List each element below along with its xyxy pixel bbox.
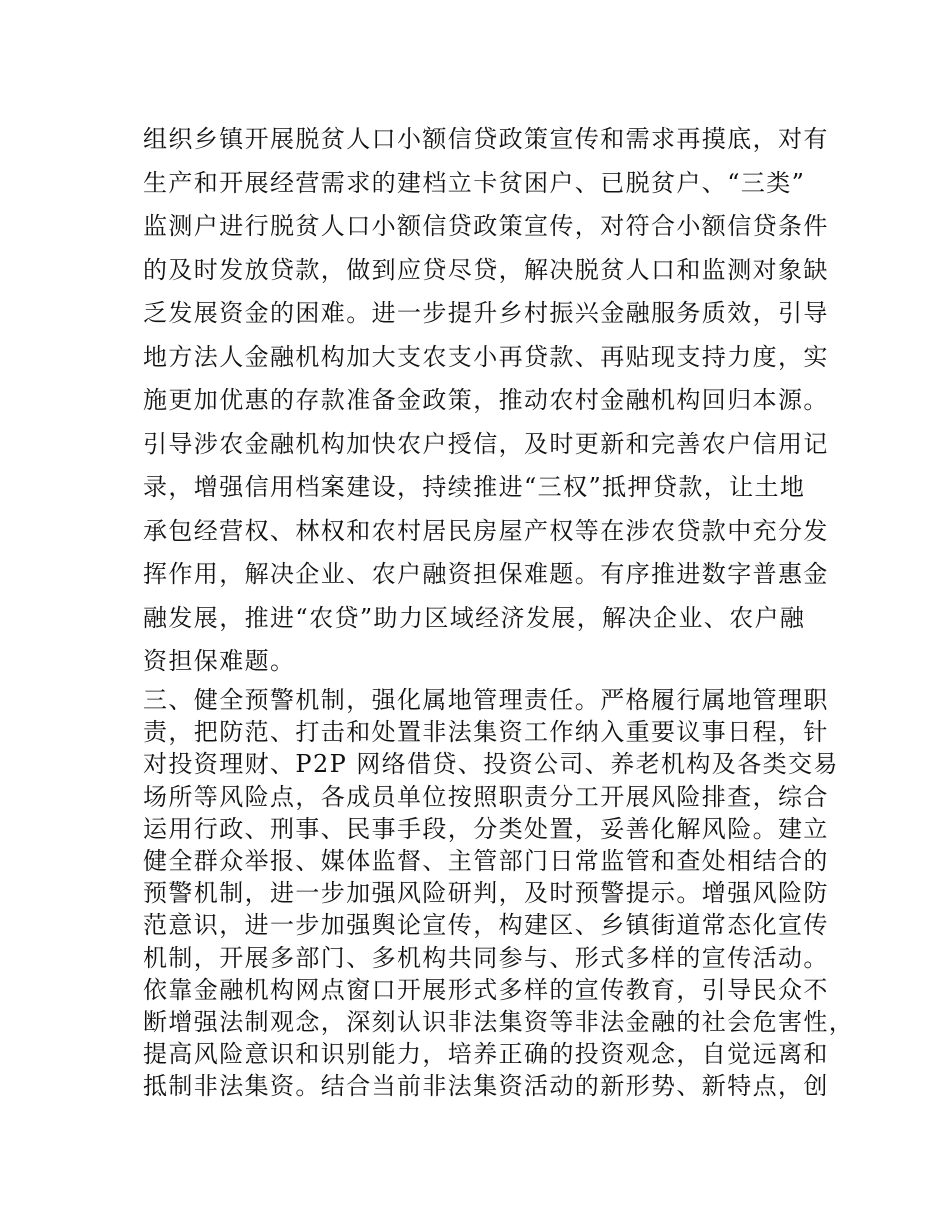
paragraph-rural-finance xyxy=(143,118,829,684)
text-line: 运用行政、刑事、民事手段，分类处置，妥善化解风险。建立 xyxy=(143,814,829,843)
text-line: 健全群众举报、媒体监督、主管部门日常监管和查处相结合的 xyxy=(143,847,829,876)
text-line: 录，增强信用档案建设，持续推进“三权”抵押贷款，让土地 xyxy=(143,473,806,501)
text-line: 提高风险意识和识别能力，培养正确的投资观念，自觉远离和 xyxy=(143,1040,829,1069)
text-line: 抵制非法集资。结合当前非法集资活动的新形势、新特点，创 xyxy=(143,1072,829,1101)
paragraph-early-warning xyxy=(143,684,855,1103)
text-line: 机制，开展多部门、多机构共同参与、形式多样的宣传活动。 xyxy=(143,943,829,972)
text-line: 责，把防范、打击和处置非法集资工作纳入重要议事日程，针 xyxy=(143,718,829,747)
text-line: 施更加优惠的存款准备金政策，推动农村金融机构回归本源。 xyxy=(143,386,829,414)
text-line: 组织乡镇开展脱贫人口小额信贷政策宣传和需求再摸底，对有 xyxy=(143,125,829,153)
text-line: 监测户进行脱贫人口小额信贷政策宣传，对符合小额信贷条件 xyxy=(143,212,829,240)
text-line: 断增强法制观念，深刻认识非法集资等非法金融的社会危害性， xyxy=(143,1008,855,1037)
text-line: 预警机制，进一步加强风险研判，及时预警提示。增强风险防 xyxy=(143,879,829,908)
text-line: 依靠金融机构网点窗口开展形式多样的宣传教育，引导民众不 xyxy=(143,975,829,1004)
text-line: 资担保难题。 xyxy=(143,647,296,675)
text-line: 三、健全预警机制，强化属地管理责任。严格履行属地管理职 xyxy=(143,686,829,714)
text-line: 挥作用，解决企业、农户融资担保难题。有序推进数字普惠金 xyxy=(143,560,829,588)
text-line: 的及时发放贷款，做到应贷尽贷，解决脱贫人口和监测对象缺 xyxy=(143,255,829,284)
text-line: 场所等风险点，各成员单位按照职责分工开展风险排查，综合 xyxy=(143,782,829,811)
text-line: 范意识，进一步加强舆论宣传，构建区、乡镇街道常态化宣传 xyxy=(143,911,829,940)
text-line: 生产和开展经营需求的建档立卡贫困户、已脱贫户、“三类” xyxy=(143,168,806,197)
text-line: 引导涉农金融机构加快农户授信，及时更新和完善农户信用记 xyxy=(143,429,829,458)
text-line: 乏发展资金的困难。进一步提升乡村振兴金融服务质效，引导 xyxy=(143,299,829,327)
text-line: 承包经营权、林权和农村居民房屋产权等在涉农贷款中充分发 xyxy=(143,516,829,545)
text-line: 融发展，推进“农贷”助力区域经济发展，解决企业、农户融 xyxy=(143,603,806,632)
text-line: 地方法人金融机构加大支农支小再贷款、再贴现支持力度，实 xyxy=(143,342,829,371)
text-line: 对投资理财、P2P 网络借贷、投资公司、养老机构及各类交易 xyxy=(143,750,839,779)
